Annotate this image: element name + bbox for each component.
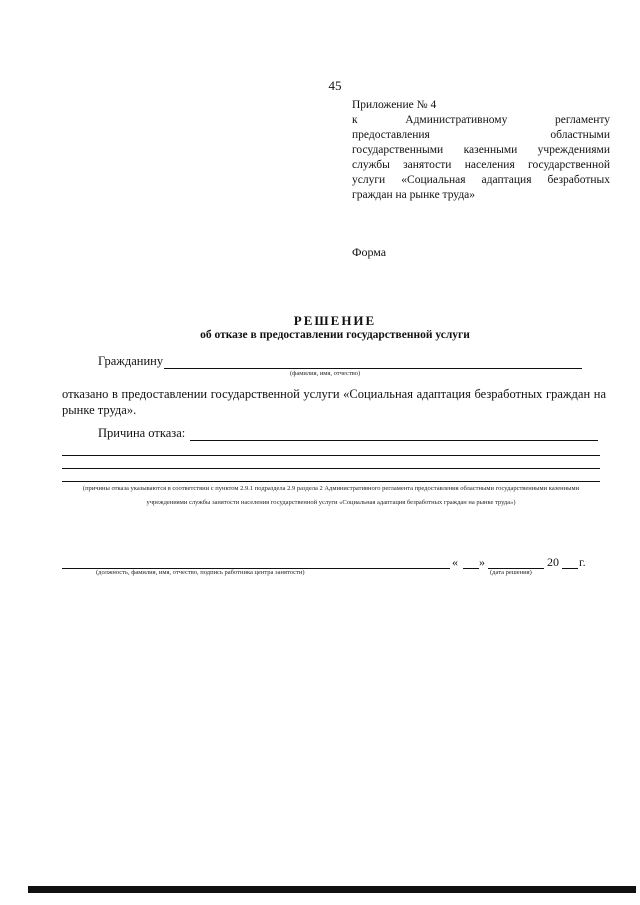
citizen-name-field[interactable] [164,368,582,369]
appendix-line-3-b: областными [550,129,610,141]
appendix-line-5: службы занятости населения государственной [352,159,610,171]
date-quote-close: » [479,555,485,569]
form-label: Форма [352,245,387,259]
appendix-line-3-a: предоставления [352,129,430,141]
reason-field-line-2[interactable] [62,455,600,456]
appendix-line-2-b: Административному [405,114,508,126]
date-year-suffix: г. [579,555,586,569]
page-number: 45 [328,78,342,93]
reason-field-line-3[interactable] [62,468,600,469]
date-year-prefix: 20 [547,555,559,569]
appendix-line-2-a: к [352,114,358,126]
document-title: РЕШЕНИЕ [293,313,377,328]
date-caption: (дата решения) [490,569,532,576]
citizen-caption: (фамилия, имя, отчество) [290,370,361,377]
date-year-field[interactable] [562,568,578,569]
signature-caption: (должность, фамилия, имя, отчество, подпись работника центра занятости) [96,569,305,576]
appendix-line-6: услуги «Социальная адаптация безработных [352,174,610,186]
appendix-header [352,98,610,203]
reason-label: Причина отказа: [98,426,186,440]
appendix-line-2-c: регламенту [555,114,611,126]
date-day-field[interactable] [463,568,479,569]
appendix-line-1: Приложение № 4 [352,99,437,111]
citizen-label: Гражданину [98,354,164,368]
reason-caption: (причины отказа указываются в соответствии с пунктом 2.9.1 подраздела 2.9 раздела 2 Административного регламента предоставления областными государственными казенными учреждениями службы занятости населения государственной услуги «Социальная адаптация безработных граждан на рынке труда») [82,485,580,506]
appendix-line-7: граждан на рынке труда» [352,189,476,201]
appendix-line-2 [352,113,610,128]
refusal-statement: отказано в предоставлении государственной услуги «Социальная адаптация безработных граждан на рынке труда». [62,387,606,417]
appendix-line-3 [352,128,610,143]
reason-field-line-1[interactable] [190,440,598,441]
bottom-scan-border [28,886,636,893]
appendix-line-4: государственными казенными учреждениями [352,144,610,156]
date-quote-open: « [452,555,458,569]
document-subtitle: об отказе в предоставлении государственной услуги [200,329,470,341]
